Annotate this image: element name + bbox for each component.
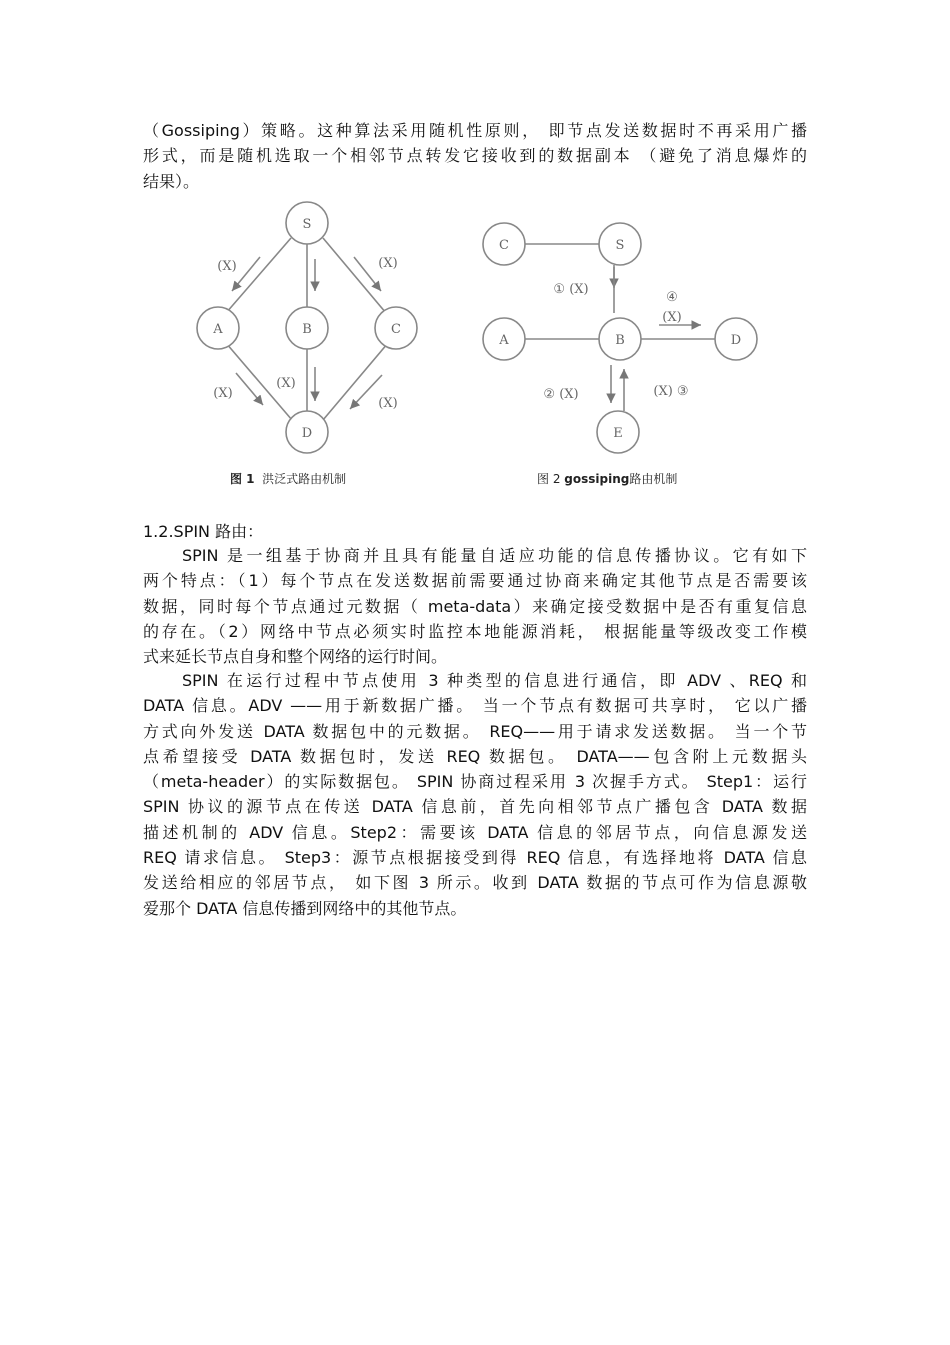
spin-paragraph-2	[143, 668, 807, 921]
text-line: （meta-header）的实际数据包。 SPIN 协商过程采用 3 次握手方式。 Step1：运行	[143, 772, 807, 792]
text-line: SPIN 协议的源节点在传送 DATA 信息前，首先向相邻节点广播包含 DATA 数据	[143, 797, 807, 817]
caption-text: 洪泛式路由机制	[262, 472, 347, 486]
figure2-caption	[537, 470, 677, 487]
text-line: 形式，而是随机选取一个相邻节点转发它接收到的数据副本 （避免了消息爆炸的	[143, 146, 807, 166]
node-label-d: D	[301, 426, 313, 441]
caption-text: 路由机制	[629, 472, 678, 486]
text-line: 描述机制的 ADV 信息。Step2：需要该 DATA 信息的邻居节点，向信息源发送	[143, 822, 807, 842]
node-label-s: S	[615, 238, 625, 253]
figure-gossiping-diagram	[475, 215, 765, 455]
edge-label-sa: (X)	[217, 259, 237, 274]
node-label-b: B	[615, 333, 625, 348]
text-line: 两个特点：（1）每个节点在发送数据前需要通过协商来确定其他节点是否需要该	[143, 571, 807, 591]
edge-label-bd-number: ④	[666, 290, 678, 305]
node-label-c: C	[499, 238, 509, 253]
edge-label-be: ② (X)	[543, 387, 579, 402]
node-label-e: E	[613, 426, 623, 441]
text-line: 点希望接受 DATA 数据包时，发送 REQ 数据包。 DATA——包含附上元数据头	[143, 746, 807, 766]
caption-number: 图 2	[537, 472, 561, 486]
text-line: 结果）。	[143, 171, 200, 191]
node-label-s: S	[302, 217, 312, 232]
text-line: （Gossiping）策略。这种算法采用随机性原则， 即节点发送数据时不再采用广播	[143, 121, 807, 140]
figure1-caption	[230, 470, 346, 487]
caption-bold-term: gossiping	[564, 472, 630, 486]
text-line: SPIN 是一组基于协商并且具有能量自适应功能的信息传播协议。它有如下	[182, 546, 807, 565]
text-line: DATA 信息。ADV ——用于新数据广播。 当一个节点有数据可共享时， 它以广播	[143, 696, 807, 716]
section-heading: 1.2.SPIN 路由：	[143, 522, 264, 541]
text-line: 爱那个 DATA 信息传播到网络中的其他节点。	[143, 898, 467, 918]
node-label-c: C	[391, 322, 401, 337]
text-line: 的存在。（2）网络中节点必须实时监控本地能源消耗， 根据能量等级改变工作模	[143, 621, 807, 641]
node-label-b: B	[302, 322, 312, 337]
edge-label-bd: (X)	[662, 310, 682, 325]
edge-label-eb: (X) ③	[653, 384, 689, 399]
edge-label-sb: ① (X)	[553, 282, 589, 297]
intro-paragraph	[143, 118, 807, 194]
text-line: SPIN 在运行过程中节点使用 3 种类型的信息进行通信，即 ADV 、REQ 和	[182, 671, 807, 690]
caption-number: 图 1	[230, 472, 255, 486]
text-line: REQ 请求信息。 Step3：源节点根据接受到得 REQ 信息，有选择地将 DATA 信息	[143, 848, 807, 868]
text-line: 方式向外发送 DATA 数据包中的元数据。 REQ——用于请求发送数据。 当一个节	[143, 721, 807, 741]
text-line: 数据，同时每个节点通过元数据（ meta-data）来确定接受数据中是否有重复信息	[143, 596, 807, 616]
figure-flooding-diagram	[190, 195, 430, 455]
text-line: 式来延长节点自身和整个网络的运行时间。	[143, 647, 448, 667]
text-line: 发送给相应的邻居节点， 如下图 3 所示。收到 DATA 数据的节点可作为信息源敬	[143, 873, 807, 893]
edge-label-bd: (X)	[276, 376, 296, 391]
edge-label-ad: (X)	[213, 386, 233, 401]
edge-label-sc: (X)	[378, 256, 398, 271]
node-label-d: D	[730, 333, 742, 348]
edge-label-cd: (X)	[378, 396, 398, 411]
node-label-a: A	[499, 333, 509, 348]
spin-paragraph-1	[143, 543, 807, 669]
node-label-a: A	[213, 322, 223, 337]
